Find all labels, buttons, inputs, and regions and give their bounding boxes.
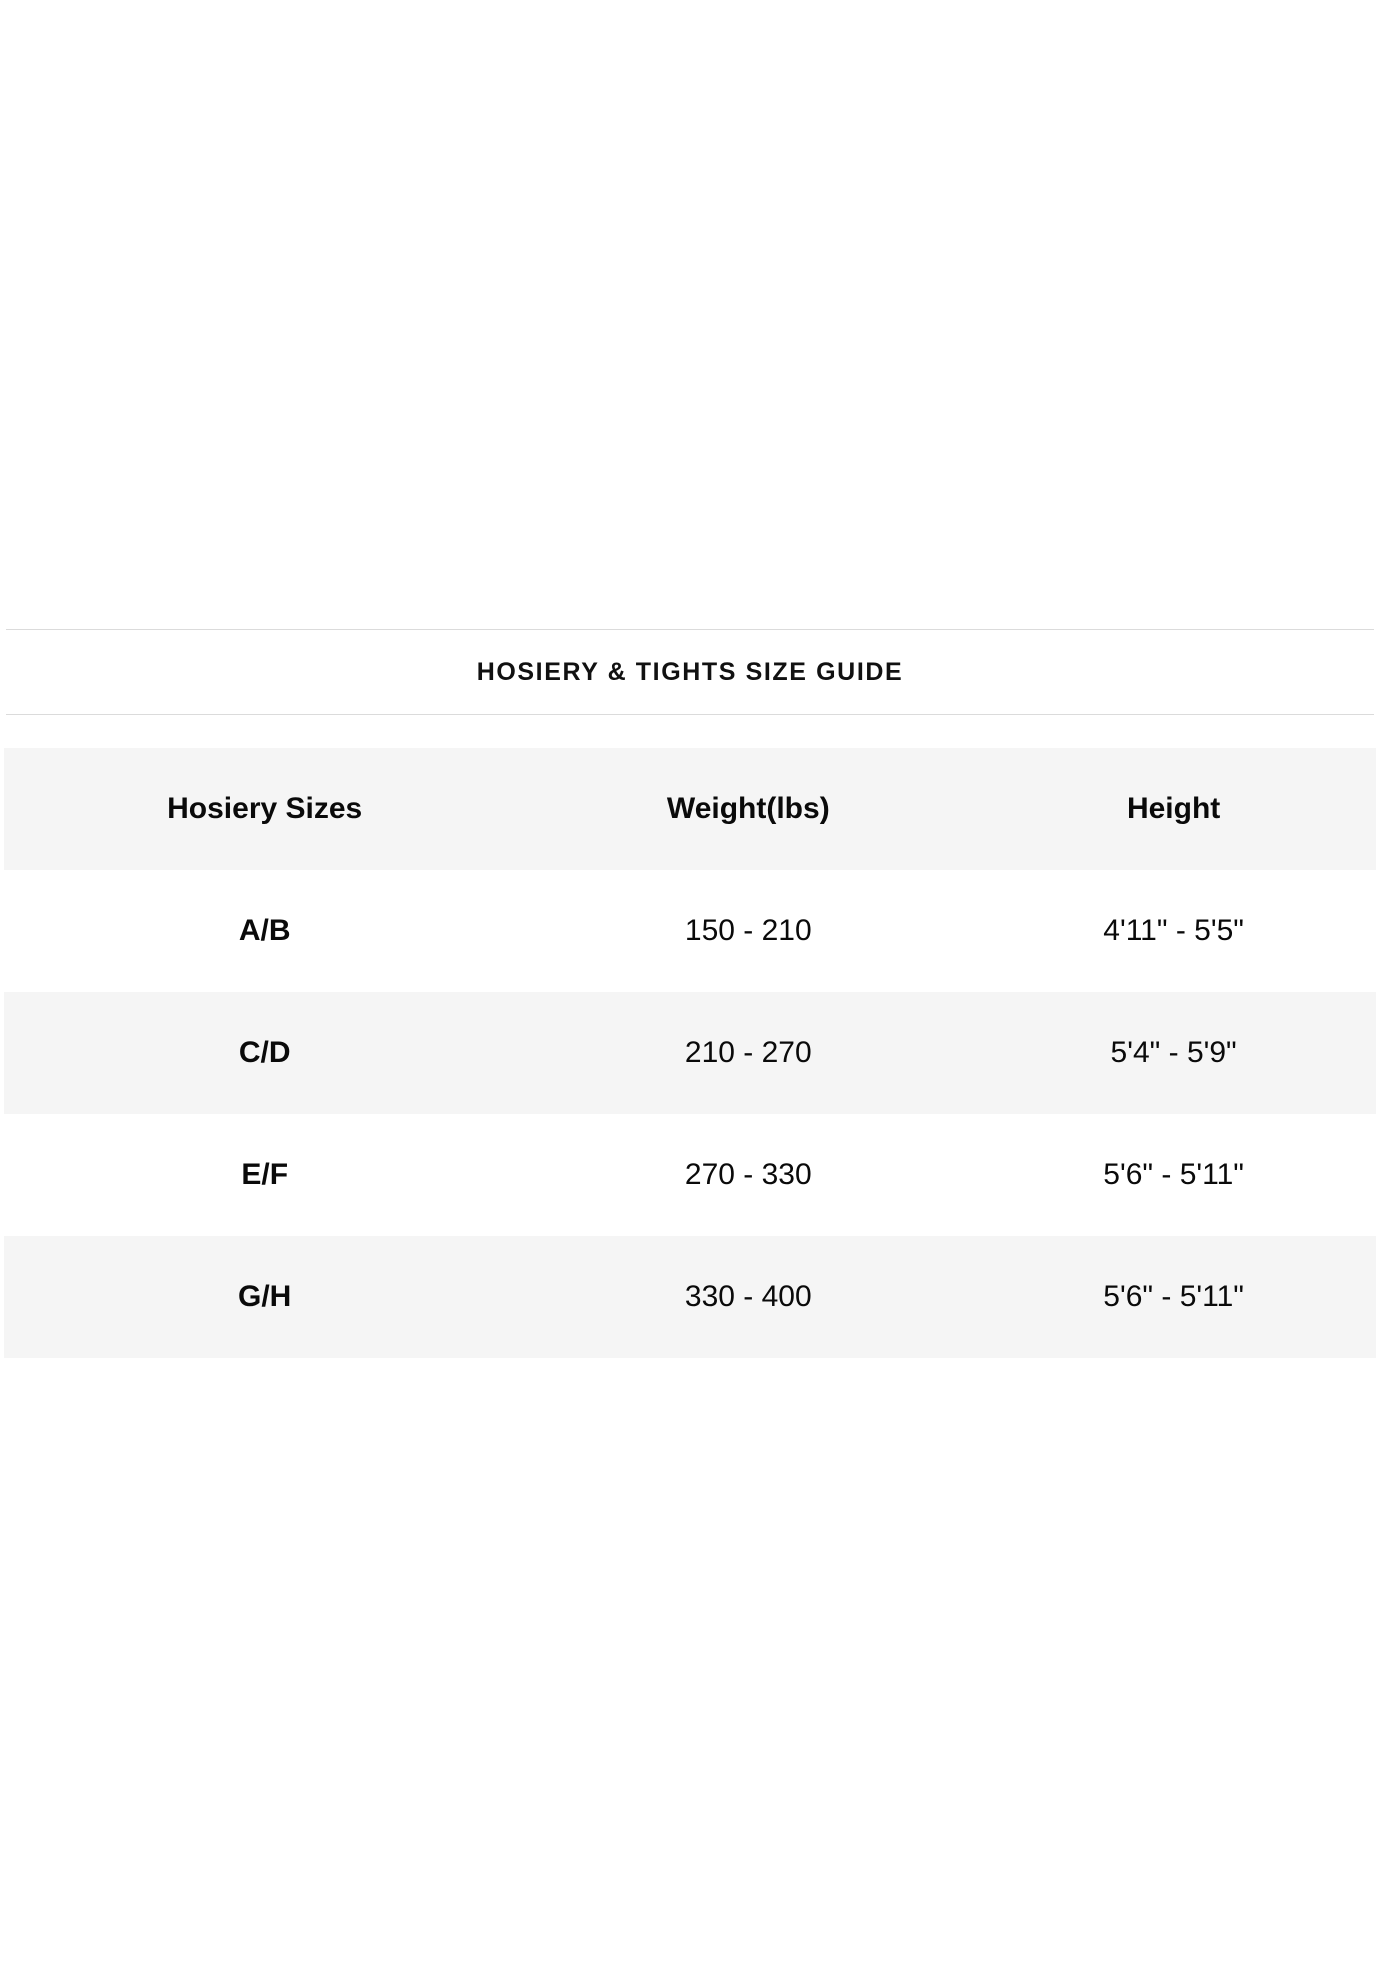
height-cell: 5'6" - 5'11": [1103, 1280, 1244, 1313]
header-cell-weight: Weight(lbs): [666, 792, 830, 825]
size-cell: C/D: [238, 1036, 291, 1069]
header-cell-hosiery-sizes: Hosiery Sizes: [167, 792, 363, 825]
table-row: [4, 1236, 1376, 1358]
height-cell: 4'11" - 5'5": [1103, 914, 1244, 947]
page-title: HOSIERY & TIGHTS SIZE GUIDE: [476, 657, 904, 686]
size-guide-title-bar: [6, 629, 1374, 715]
height-cell: 5'6" - 5'11": [1103, 1158, 1244, 1191]
weight-cell: 150 - 210: [684, 914, 812, 947]
size-cell: E/F: [241, 1158, 289, 1191]
size-guide-table: [4, 748, 1376, 1358]
size-cell: G/H: [238, 1280, 292, 1313]
size-cell: A/B: [238, 914, 291, 947]
table-row: [4, 992, 1376, 1114]
title-table-gap: [0, 715, 1380, 748]
header-cell-height: Height: [1126, 792, 1221, 825]
table-row: [4, 870, 1376, 992]
top-whitespace: [0, 0, 1380, 629]
height-cell: 5'4" - 5'9": [1110, 1036, 1237, 1069]
table-row: [4, 1114, 1376, 1236]
table-header-row: [4, 748, 1376, 870]
weight-cell: 270 - 330: [684, 1158, 812, 1191]
weight-cell: 330 - 400: [684, 1280, 812, 1313]
weight-cell: 210 - 270: [684, 1036, 812, 1069]
